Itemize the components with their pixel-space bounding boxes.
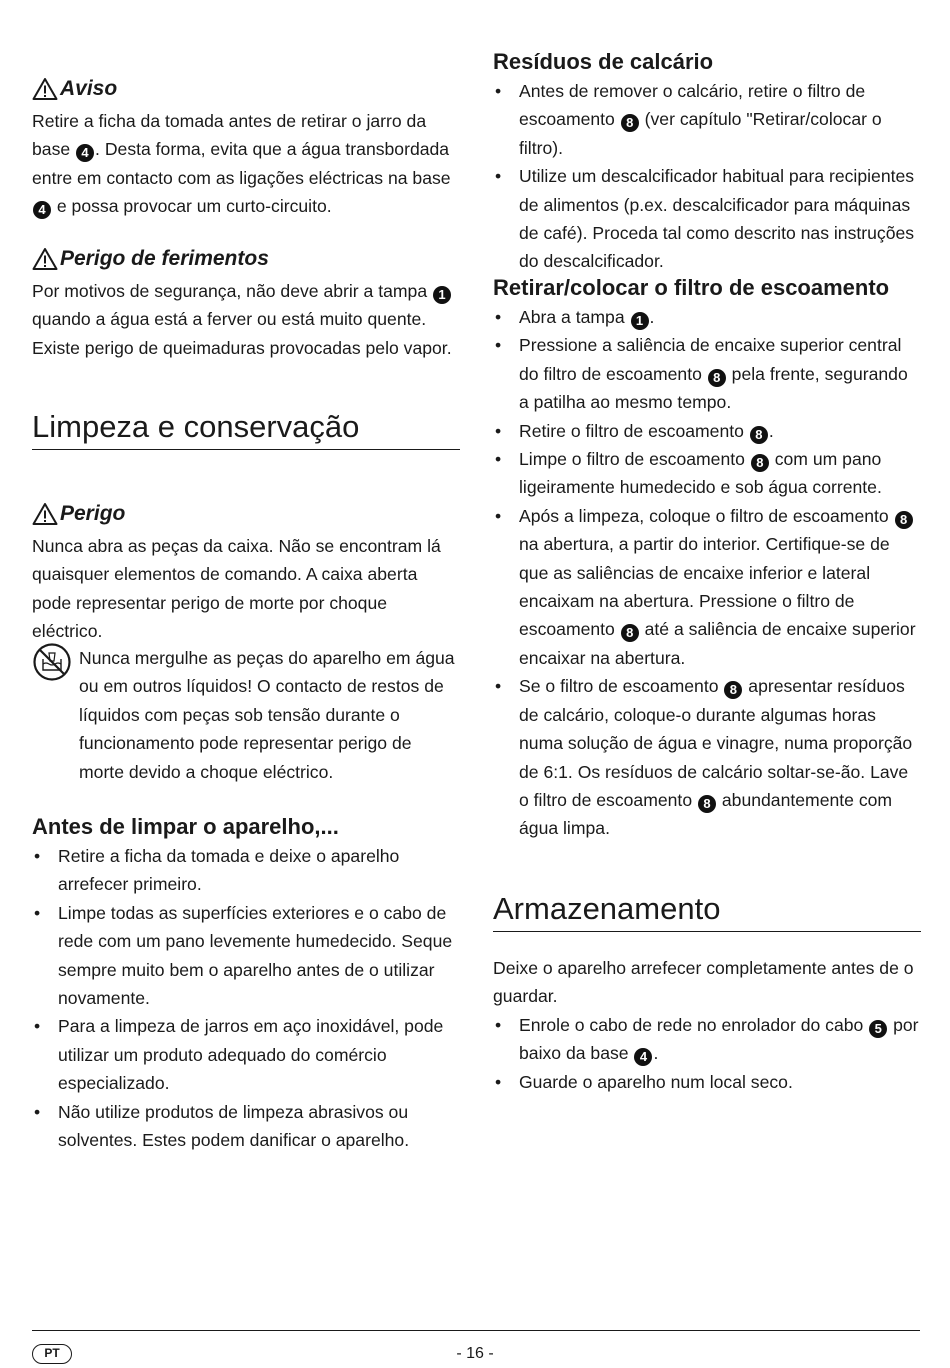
list-item: • Utilize um descalcificador habitual para recipientes de alimentos (p.ex. descalcificador para máquinas de café). Proceda tal como descrito nas instruções do descalcificador. (495, 166, 915, 272)
armazenamento-list (493, 1011, 921, 1096)
part-number-badge: 8 (895, 511, 913, 529)
part-number-badge: 4 (634, 1048, 652, 1066)
aviso-block (32, 75, 460, 221)
antes-heading: Antes de limpar o aparelho,... (32, 814, 339, 839)
part-number-badge: 8 (698, 795, 716, 813)
perigo-heading: Perigo (32, 500, 460, 528)
no-immersion-icon (32, 642, 72, 682)
list-item: • Antes de remover o calcário, retire o filtro de escoamento 8 (ver capítulo "Retirar/colocar o filtro). (495, 81, 882, 158)
list-item: • Retire a ficha da tomada e deixe o aparelho arrefecer primeiro. (34, 846, 400, 895)
list-item: • Após a limpeza, coloque o filtro de escoamento 8 na abertura, a partir do interior. Certifique-se de que as saliências de encaixe inferior e lateral encaixam na abertura. Pressione o filtro de escoamento 8 até a saliência de encaixe superior encaixar na abertura. (495, 505, 916, 668)
part-number-badge: 5 (869, 1020, 887, 1038)
part-number-badge: 4 (33, 201, 51, 219)
list-item: • Limpe o filtro de escoamento 8 com um pano ligeiramente humedecido e sob água corrente. (495, 449, 882, 498)
page-number: - 16 - (456, 1345, 494, 1362)
aviso-heading: Aviso (32, 75, 460, 103)
list-item: • Se o filtro de escoamento 8 apresentar resíduos de calcário, coloque-o durante algumas horas numa solução de água e vinagre, numa proporção de 6:1. Os resíduos de calcário soltar-se-ão. Lave o filtro de escoamento 8 abundantemente com água limpa. (495, 676, 913, 839)
part-number-badge: 8 (750, 426, 768, 444)
armazenamento-intro: Deixe o aparelho arrefecer completamente antes de o guardar. (493, 958, 914, 1007)
list-item: • Pressione a saliência de encaixe superior central do filtro de escoamento 8 pela frente, segurando a patilha ao mesmo tempo. (495, 335, 908, 413)
footer-rule (32, 1330, 920, 1331)
perigo-ferimentos-block (32, 245, 460, 362)
part-number-badge: 8 (724, 681, 742, 699)
part-number-badge: 8 (708, 369, 726, 387)
filtro-block (493, 273, 921, 843)
perigo-block (32, 500, 460, 646)
list-item: • Retire o filtro de escoamento 8 . (495, 420, 774, 442)
armazenamento-heading: Armazenamento (493, 889, 921, 932)
list-item: • Limpe todas as superfícies exteriores e o cabo de rede com um pano levemente humedecido. Seque sempre muito bem o aparelho antes de o utilizar novamente. (34, 902, 453, 1009)
part-number-badge: 1 (631, 312, 649, 330)
language-badge: PT (32, 1344, 72, 1364)
part-number-badge: 4 (76, 144, 94, 162)
warning-triangle-icon (32, 247, 58, 271)
residuos-heading: Resíduos de calcário (493, 49, 714, 74)
list-item: • Enrole o cabo de rede no enrolador do cabo 5 por baixo da base 4 . (495, 1014, 919, 1065)
residuos-block (493, 47, 921, 276)
armazenamento-block (493, 889, 921, 1096)
part-number-badge: 8 (621, 624, 639, 642)
perigo-ferimentos-text: Por motivos de segurança, não deve abrir a tampa 1 quando a água está a ferver ou está muito quente. Existe perigo de queimaduras provocadas pelo vapor. (32, 281, 452, 358)
aviso-text: Retire a ficha da tomada antes de retirar o jarro da base 4 . Desta forma, evita que a água transbordada entre em contacto com as ligações eléctricas na base 4 e possa provocar um curto-circuito. (32, 111, 451, 218)
part-number-badge: 8 (621, 114, 639, 132)
warning-triangle-icon (32, 502, 58, 526)
antes-list (32, 842, 460, 1154)
residuos-list (493, 77, 921, 276)
antes-block (32, 812, 460, 1154)
filtro-list (493, 303, 921, 843)
list-item: • Não utilize produtos de limpeza abrasivos ou solventes. Estes podem danificar o aparelho. (34, 1101, 410, 1151)
part-number-badge: 1 (433, 286, 451, 304)
perigo-ferimentos-heading: Perigo de ferimentos (32, 245, 460, 273)
immersion-warning (32, 644, 460, 786)
part-number-badge: 8 (751, 454, 769, 472)
perigo-text: Nunca abra as peças da caixa. Não se encontram lá quaisquer elementos de comando. A caixa aberta pode representar perigo de morte por choque eléctrico. (32, 536, 441, 642)
list-item: • Para a limpeza de jarros em aço inoxidável, pode utilizar um produto adequado do comércio especializado. (34, 1016, 444, 1094)
list-item: • Abra a tampa 1 . (495, 307, 655, 328)
filtro-heading: Retirar/colocar o filtro de escoamento (493, 275, 890, 300)
list-item: • Guarde o aparelho num local seco. (495, 1071, 793, 1092)
section-title-limpeza: Limpeza e conservação (32, 407, 460, 450)
warning-triangle-icon (32, 77, 58, 101)
immersion-text: Nunca mergulhe as peças do aparelho em água ou em outros líquidos! O contacto de restos de líquidos com peças sob tensão durante o funcionamento pode representar perigo de morte devido a choque eléctrico. (79, 648, 455, 782)
